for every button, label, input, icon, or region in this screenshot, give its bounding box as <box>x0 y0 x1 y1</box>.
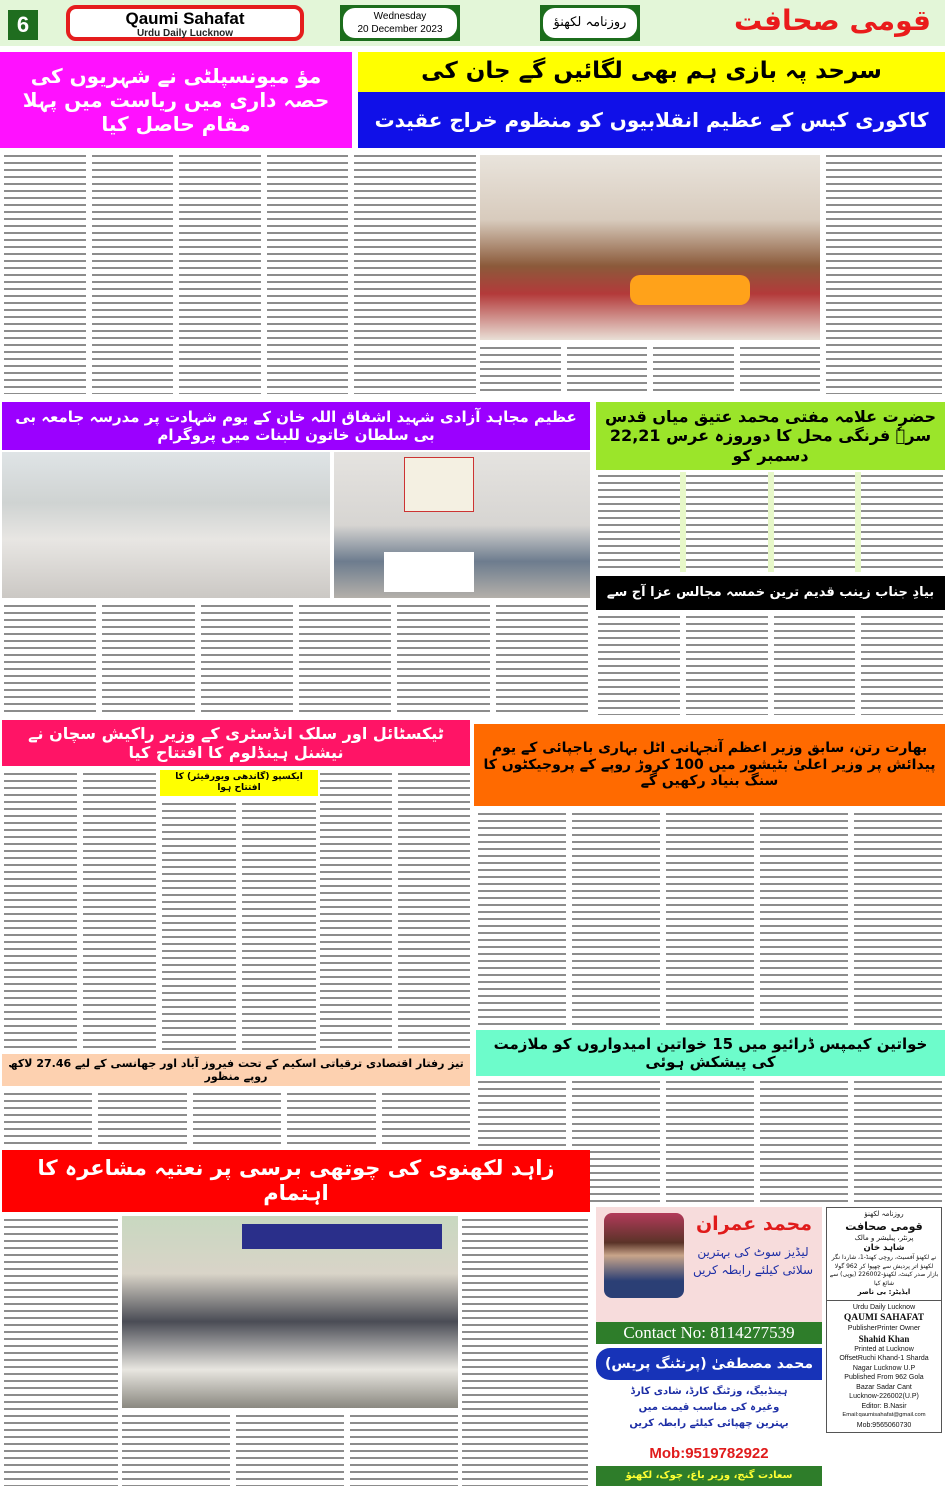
printing-press-title: محمد مصطفیٰ (پرنٹنگ پریس) <box>596 1348 822 1380</box>
tailoring-ad <box>596 1207 822 1322</box>
imprint-en-line: Lucknow-226002(U.P) <box>849 1393 919 1400</box>
photo-captions <box>480 344 820 394</box>
headline-ashfaq: عظیم مجاہد آزادی شہید اشفاق اللہ خان کے یوم شہادت پر مدرسہ جامعہ بی بی سلطان خاتون للبنات میں پروگرام <box>2 402 590 450</box>
imprint-en-owner-label: PublisherPrinter Owner <box>847 1325 921 1332</box>
imprint-en-line: Published From 962 Gola <box>844 1374 924 1381</box>
article-urs-body <box>598 472 943 572</box>
table <box>384 552 474 592</box>
flower-decoration <box>630 275 750 305</box>
imprint-urdu-owner: شاہد خان <box>863 1243 905 1253</box>
headline-kakori: کاکوری کیس کے عظیم انقلابیوں کو منظوم خراج عقیدت <box>358 92 945 148</box>
headline-handloom: ٹیکسٹائل اور سلک انڈسٹری کے وزیر راکیش سچان نے نیشنل ہینڈلوم کا افتتاح کیا <box>2 720 470 766</box>
imprint-urdu-editor: ایڈیٹر: بی ناصر <box>857 1288 911 1296</box>
banner <box>404 457 474 512</box>
mushaira-poetry-lines <box>122 1412 458 1486</box>
article-mushaira-col-right <box>462 1216 588 1486</box>
article-handloom-col2 <box>162 800 316 1050</box>
imprint-en-owner: Shahid Khan <box>858 1333 910 1344</box>
printing-address: سعادت گنج، وزیر باغ، چوک، لکھنؤ <box>596 1466 822 1486</box>
headline-scheme: تیز رفتار اقتصادی ترقیاتی اسکیم کے تحت فیروز آباد اور جھانسی کے لیے 27.46 لاکھ روپے منظور <box>2 1054 470 1086</box>
imprint-urdu-name: قومی صحافت <box>845 1219 923 1233</box>
headline-urs: حضرت علامہ مفتی محمد عتیق میاں قدس سرہٗ فرنگی محل کا دوروزہ عرس 22,21 دسمبر کو <box>596 402 945 470</box>
article-handloom-col3 <box>320 770 470 1050</box>
date: 20 December 2023 <box>357 24 443 35</box>
imprint-en-line: Nagar Lucknow U.P <box>852 1364 916 1372</box>
article-majlis-body <box>598 613 943 715</box>
article-handloom-col1 <box>4 770 156 1050</box>
ad-line-1: لیڈیز سوٹ کی بہترین <box>697 1245 809 1259</box>
ad-contact: Contact No: 8114277539 <box>596 1322 822 1344</box>
headline-bharat-ratna: بھارت رتن، سابق وزیر اعظم آنجہانی اٹل بہاری باجپائی کے یوم پیدائش پر وزیر اعلیٰ بٹیشور میں 100 کروڑ روپے کے پروجیکٹوں کا سنگ بنیاد رکھیں گے <box>474 724 945 806</box>
article-kakori-body-right <box>826 152 942 394</box>
imprint-en-line: Bazar Sadar Cant <box>856 1383 912 1391</box>
paper-name: Qaumi Sahafat <box>125 9 245 28</box>
article-mushaira-col-left <box>4 1216 118 1486</box>
imprint-urdu-owner-label: پرنٹر، پبلیشر و مالک <box>854 1233 914 1242</box>
article-scheme-body <box>4 1090 470 1144</box>
imprint-box <box>826 1207 942 1433</box>
article-municipality-body <box>4 152 348 394</box>
school-banner <box>242 1224 442 1249</box>
headline-municipality: مؤ میونسپلٹی نے شہریوں کی حصہ داری میں ریاست میں پہلا مقام حاصل کیا <box>0 52 352 148</box>
article-bharat-ratna-body <box>478 810 942 1025</box>
urdu-logo: قومی صحافت <box>733 4 932 37</box>
imprint-en-editor: Editor: B.Nasir <box>861 1402 907 1410</box>
weekday: Wednesday <box>373 11 427 22</box>
headline-sarhad: سرحد پہ بازی ہم بھی لگائیں گے جان کی <box>358 52 945 92</box>
headline-majlis: بیادِ جناب زینب قدیم ترین خمسہ مجالس عزا آج سے <box>596 576 945 610</box>
roznama-box <box>540 5 640 41</box>
date-box <box>340 5 460 41</box>
headline-campus-drive: خواتین کیمپس ڈرائیو میں 15 خواتین امیدواروں کو ملازمت کی پیشکش ہوئی <box>476 1030 945 1076</box>
headline-mushaira: زاہد لکھنوی کی چوتھی برسی پر نعتیہ مشاعرہ کا اہتمام <box>2 1150 590 1212</box>
imprint-en-email: Email:qaumisahafat@gmail.com <box>842 1412 926 1418</box>
printing-mobile: Mob:9519782922 <box>649 1445 769 1462</box>
article-ashfaq-body <box>4 602 588 714</box>
subheadline-expo: ایکسپو (گاندھی ویورفیئر) کا افتتاح ہوا <box>160 770 318 796</box>
printing-line-1: ہینڈبیگ، وزٹنگ کارڈ، شادی کارڈ <box>630 1386 788 1397</box>
imprint-urdu-top: روزنامہ لکھنؤ <box>864 1210 904 1218</box>
imprint-english <box>827 1301 941 1433</box>
page-number: 6 <box>8 10 38 40</box>
imprint-urdu-address: نے لکھنؤ آفسیٹ، روچی کھنڈ-1، شاردا نگر لکھنؤ اتر پردیش سے چھپوا کر 962 گولا بازار صدر کینٹ، لکھنؤ-226002 (یوپی) سے شائع کیا <box>829 1254 939 1287</box>
imprint-en-mobile: Mob:9565060730 <box>856 1421 912 1429</box>
article-kakori-body-left <box>354 152 476 394</box>
imprint-en-name: QAUMI SAHAFAT <box>843 1313 925 1323</box>
roznama-label: روزنامہ لکھنؤ <box>543 8 637 38</box>
mushaira-group-photo <box>122 1216 458 1408</box>
advertiser-photo <box>604 1213 684 1298</box>
madrasa-students-photo <box>2 452 330 598</box>
kakori-event-photo <box>480 155 820 340</box>
printing-line-2: وغیرہ کی مناسب قیمت میں <box>638 1402 780 1413</box>
paper-brand-box <box>66 5 304 41</box>
imprint-urdu <box>827 1208 941 1301</box>
madrasa-speaker-photo <box>334 452 590 598</box>
ad-line-2: سلائی کیلئے رابطہ کریں <box>692 1263 814 1277</box>
paper-subtitle: Urdu Daily Lucknow <box>136 28 234 39</box>
printing-line-3: بہترین چھپائی کیلئے رابطہ کریں <box>629 1418 789 1429</box>
ad-name: محمد عمران <box>695 1213 813 1235</box>
imprint-en-sub: Urdu Daily Lucknow <box>852 1303 916 1311</box>
imprint-en-line: Printed at Lucknow <box>854 1345 914 1353</box>
imprint-en-line: OffsetRuchi Khand-1 Sharda <box>839 1355 929 1362</box>
